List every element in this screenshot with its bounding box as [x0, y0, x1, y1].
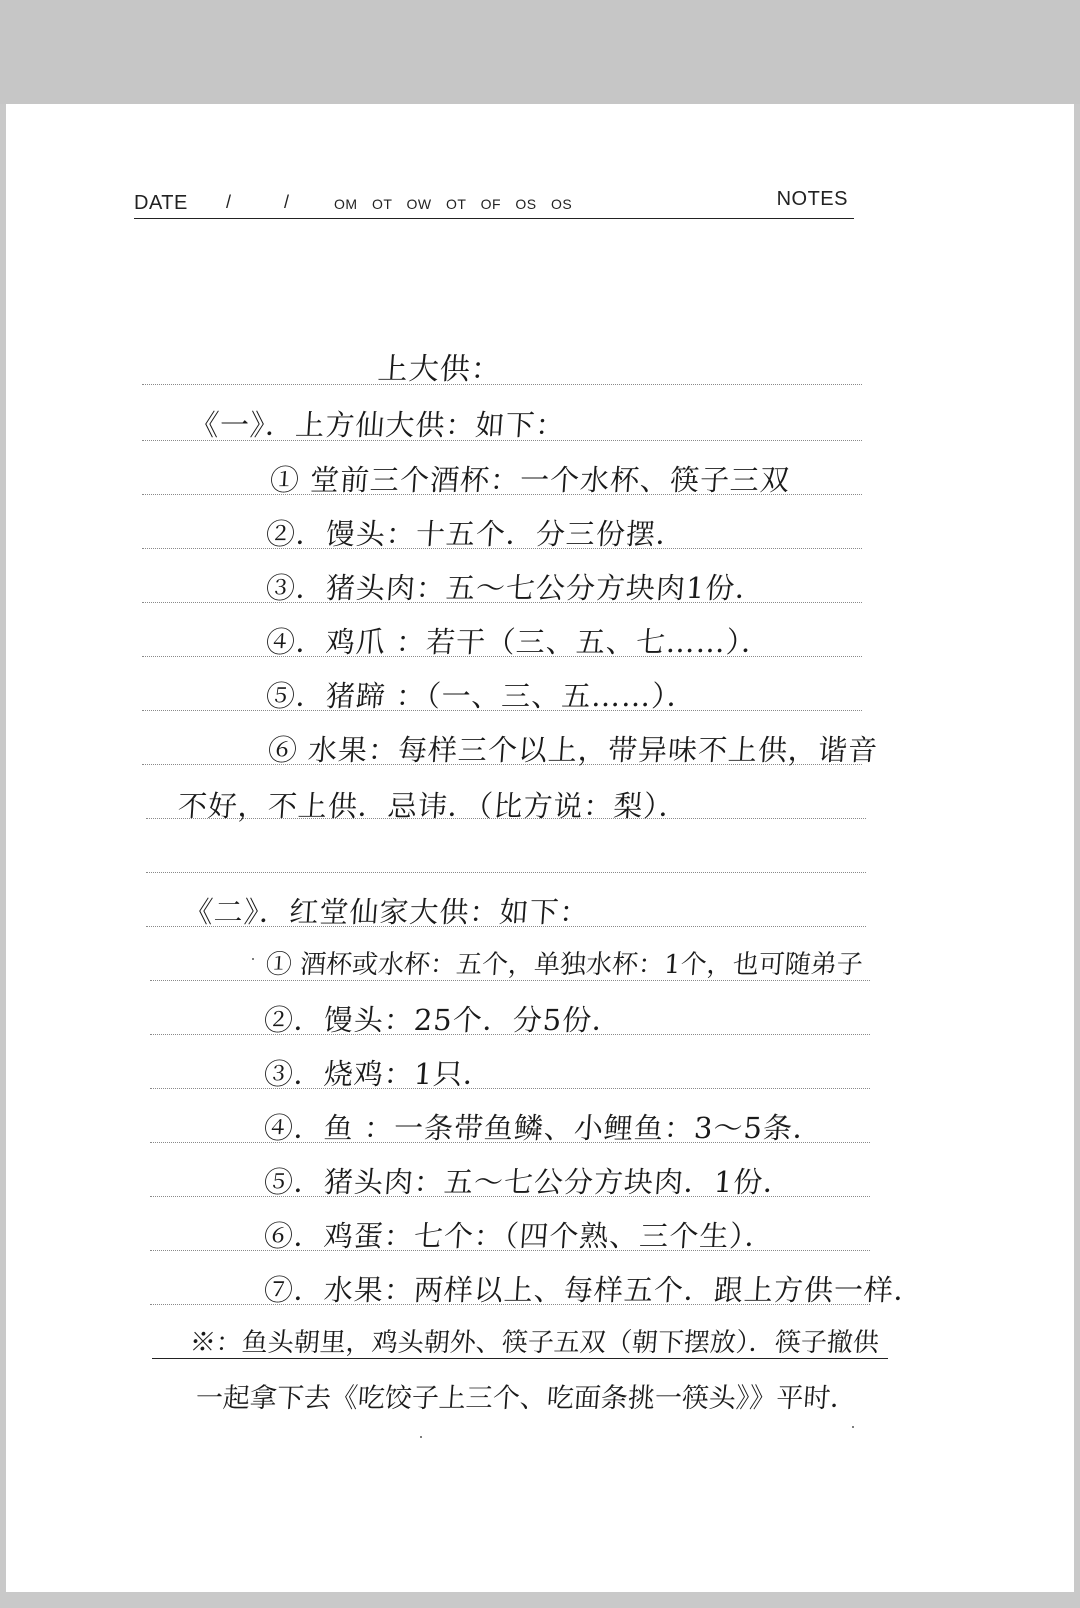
list-item: ②．馒头：25个．分5份．: [262, 1003, 624, 1037]
date-slash: /: [226, 192, 232, 212]
ruled-line: [142, 384, 862, 385]
ruled-line: [150, 1088, 870, 1089]
note-underline: [152, 1358, 888, 1359]
list-item: ① 酒杯或水杯：五个，单独水杯：1个，也可随弟子: [264, 950, 864, 980]
list-item-continuation: 不好，不上供．忌讳．（比方说：梨）．: [176, 789, 691, 823]
scan-speck: [252, 958, 254, 960]
date-label: DATE: [134, 192, 188, 214]
list-item: ① 堂前三个酒杯：一个水杯、筷子三双: [268, 463, 792, 497]
list-item: ⑦．水果：两样以上、每样五个．跟上方供一样．: [262, 1273, 926, 1307]
ruled-line: [146, 872, 866, 873]
list-item: ⑥．鸡蛋：七个：（四个熟、三个生）．: [262, 1219, 777, 1253]
list-item: ②．馒头：十五个．分三份摆．: [264, 517, 688, 551]
list-item: ⑥ 水果：每样三个以上，带异味不上供，谐音: [266, 733, 880, 767]
notebook-page: [6, 104, 1074, 1592]
list-item: ④．鱼 ：一条带鱼鳞、小鲤鱼：3～5条．: [262, 1111, 825, 1145]
note-line: 一起拿下去《吃饺子上三个、吃面条挑一筷头》》平时．: [194, 1383, 859, 1414]
list-item: ③．烧鸡：1只．: [262, 1057, 495, 1091]
list-item: ④．鸡爪 ：若干（三、五、七……）．: [264, 625, 773, 659]
section-heading-1: 《一》．上方仙大供：如下：: [188, 408, 567, 442]
date-slash: /: [284, 192, 290, 212]
notes-label: NOTES: [776, 188, 848, 210]
page-title: 上大供：: [376, 352, 503, 387]
scan-speck: [420, 1436, 422, 1438]
scan-speck: [852, 1426, 854, 1428]
section-heading-2: 《二》．红堂仙家大供：如下：: [182, 895, 591, 929]
list-item: ⑤．猪头肉：五～七公分方块肉．1份．: [262, 1165, 795, 1199]
page-header: [134, 188, 854, 219]
note-line: ※：鱼头朝里，鸡头朝外、筷子五双（朝下摆放）．筷子撤供: [188, 1328, 880, 1358]
top-margin-band: [0, 0, 1080, 104]
weekday-markers: OM OT OW OT OF OS OS: [334, 196, 573, 212]
list-item: ③．猪头肉：五～七公分方块肉1份．: [264, 571, 767, 605]
list-item: ⑤．猪蹄 ：（一、三、五……）．: [264, 679, 699, 713]
